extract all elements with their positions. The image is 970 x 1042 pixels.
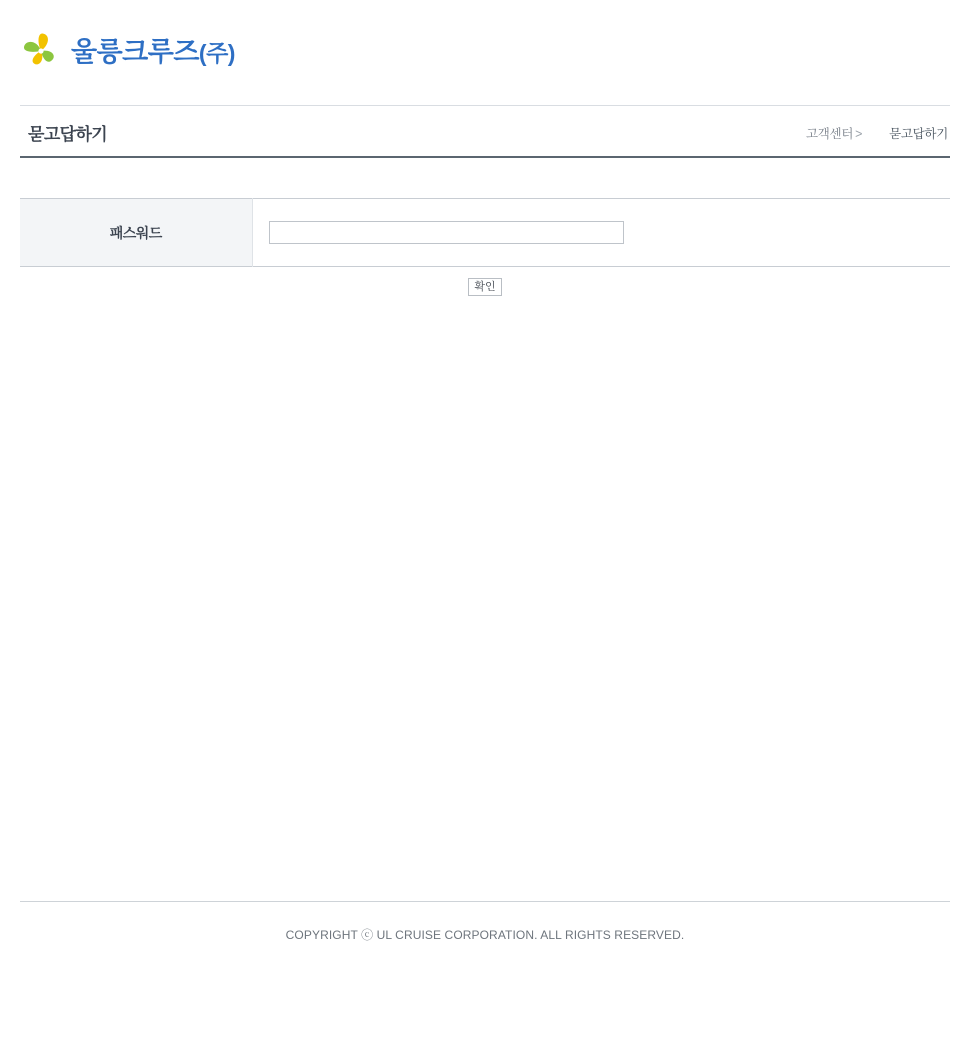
main-content (20, 158, 950, 296)
copyright-text: COPYRIGHT ⓒ UL CRUISE CORPORATION. ALL RIGHTS RESERVED. (285, 928, 685, 942)
password-input[interactable] (269, 221, 624, 244)
breadcrumb-parent[interactable]: 고객센터 (806, 127, 854, 141)
submit-row (20, 267, 950, 296)
password-field-cell (252, 199, 950, 267)
site-header (0, 0, 970, 105)
logo-sub-text: (주) (198, 39, 235, 66)
pinwheel-flower-logo-icon (20, 31, 62, 73)
submit-button[interactable]: 확인 (468, 278, 501, 296)
breadcrumb (806, 124, 948, 142)
site-footer (20, 901, 950, 943)
password-label: 패스워드 (20, 199, 252, 267)
site-logo[interactable] (20, 29, 235, 75)
logo-main-text: 울릉크루즈 (71, 36, 199, 67)
page-title-bar (20, 105, 950, 158)
breadcrumb-separator-icon: > (855, 127, 863, 141)
password-form-table (20, 198, 950, 267)
breadcrumb-current: 묻고답하기 (889, 127, 948, 141)
table-row (20, 199, 950, 267)
page-title: 묻고답하기 (28, 125, 108, 144)
logo-wordmark (71, 36, 235, 67)
